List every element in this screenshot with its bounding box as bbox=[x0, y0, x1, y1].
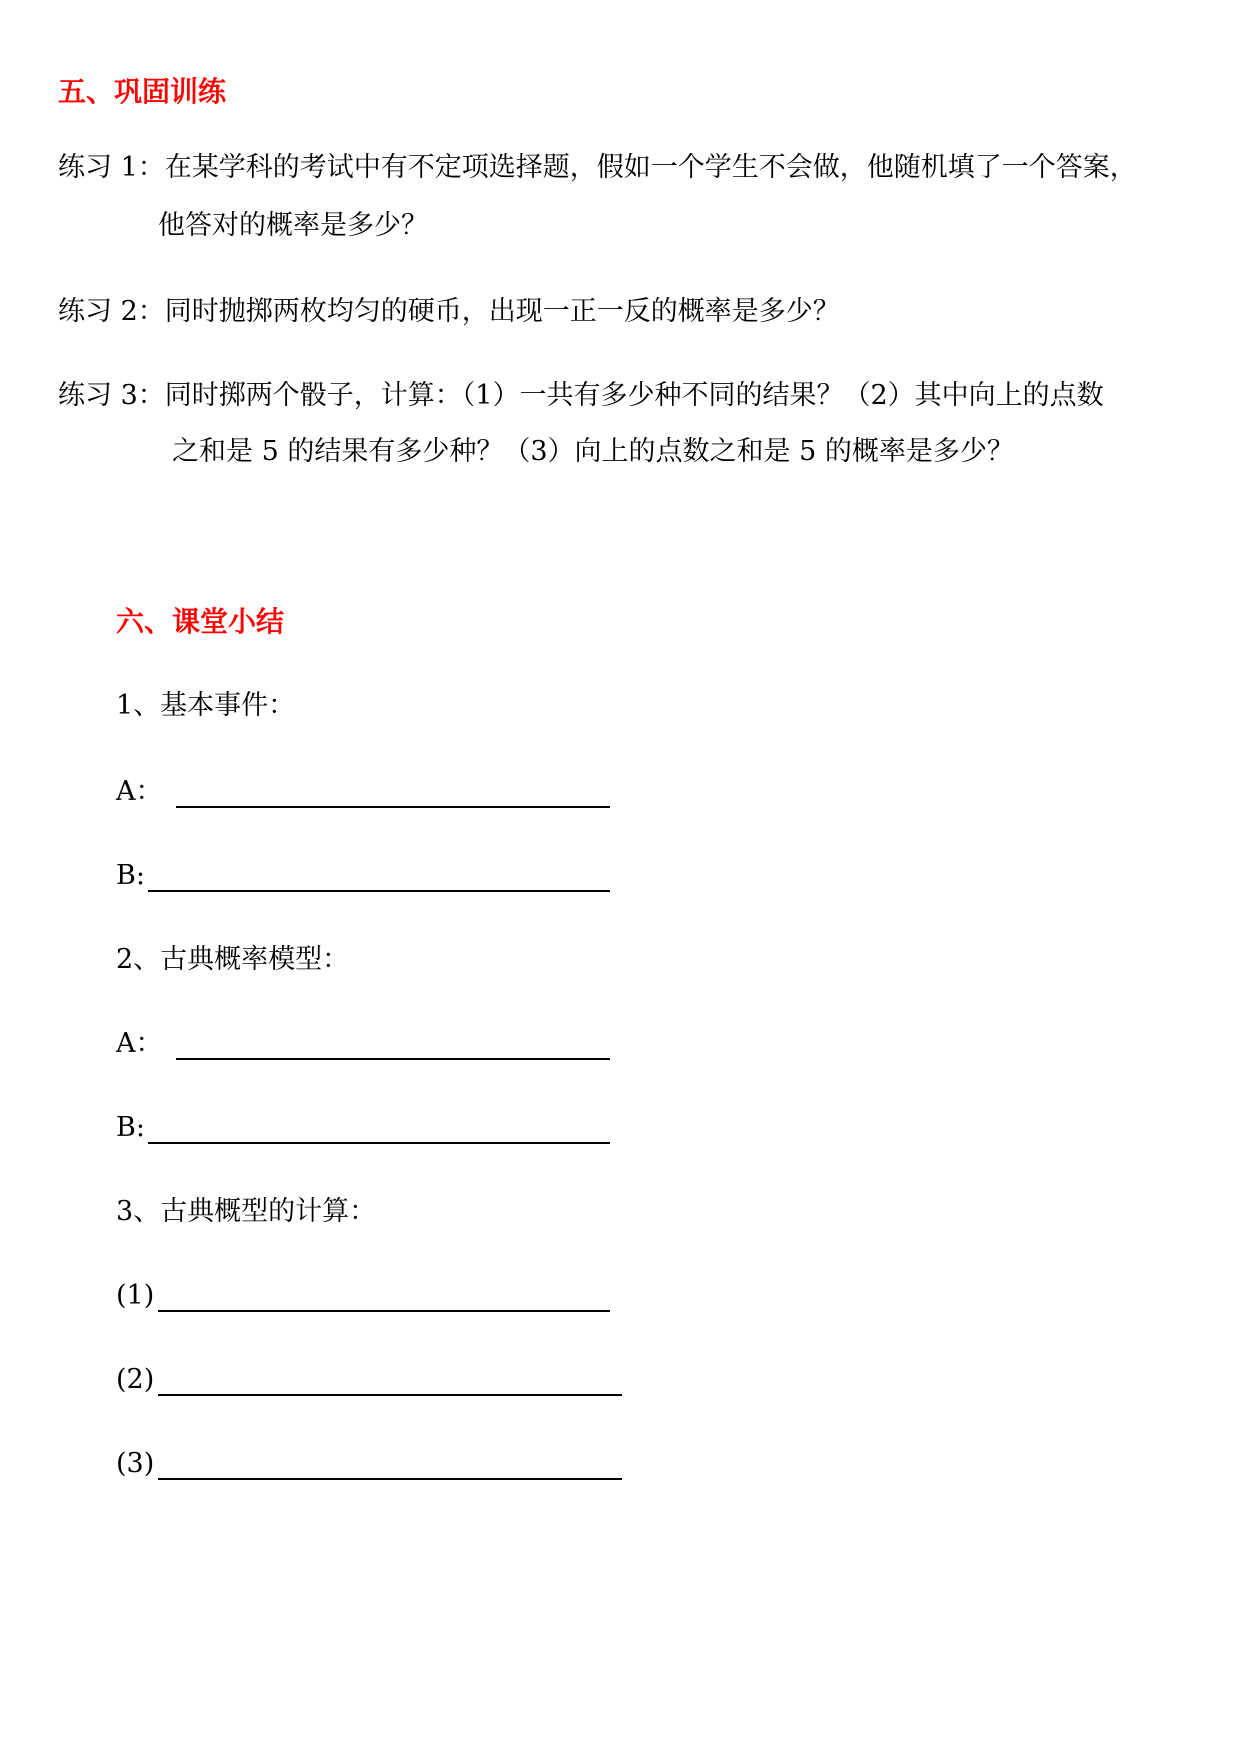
item-2-a-blank[interactable] bbox=[176, 1058, 610, 1060]
summary-item-1: 1、基本事件： bbox=[116, 690, 296, 721]
item-1-a-blank[interactable] bbox=[176, 806, 610, 808]
item-1-b-blank[interactable] bbox=[148, 890, 610, 892]
item-2-a-label: A： bbox=[116, 1028, 163, 1059]
item-2-b-blank[interactable] bbox=[148, 1142, 610, 1144]
item-3-1-blank[interactable] bbox=[158, 1310, 610, 1312]
section-5-title: 五、巩固训练 bbox=[58, 75, 227, 108]
exercise-2: 练习 2：同时抛掷两枚均匀的硬币，出现一正一反的概率是多少？ bbox=[58, 296, 840, 327]
exercise-3-line-1: 练习 3：同时掷两个骰子，计算：（1）一共有多少种不同的结果？（2）其中向上的点数 bbox=[58, 380, 1104, 411]
section-6-title: 六、课堂小结 bbox=[116, 605, 285, 638]
exercise-3-line-2: 之和是 5 的结果有多少种？（3）向上的点数之和是 5 的概率是多少？ bbox=[172, 436, 1014, 467]
item-3-2-label: (2) bbox=[116, 1364, 155, 1395]
item-3-1-label: (1) bbox=[116, 1280, 155, 1311]
item-3-3-blank[interactable] bbox=[158, 1478, 622, 1480]
item-2-b-label: B: bbox=[116, 1112, 145, 1143]
summary-item-2: 2、古典概率模型： bbox=[116, 944, 350, 975]
summary-item-3: 3、古典概型的计算： bbox=[116, 1196, 377, 1227]
item-1-a-label: A： bbox=[116, 776, 163, 807]
item-1-b-label: B: bbox=[116, 860, 145, 891]
exercise-1-line-1: 练习 1：在某学科的考试中有不定项选择题，假如一个学生不会做，他随机填了一个答案， bbox=[58, 152, 1137, 183]
item-3-3-label: (3) bbox=[116, 1448, 155, 1479]
item-3-2-blank[interactable] bbox=[158, 1394, 622, 1396]
exercise-1-line-2: 他答对的概率是多少？ bbox=[158, 210, 428, 241]
